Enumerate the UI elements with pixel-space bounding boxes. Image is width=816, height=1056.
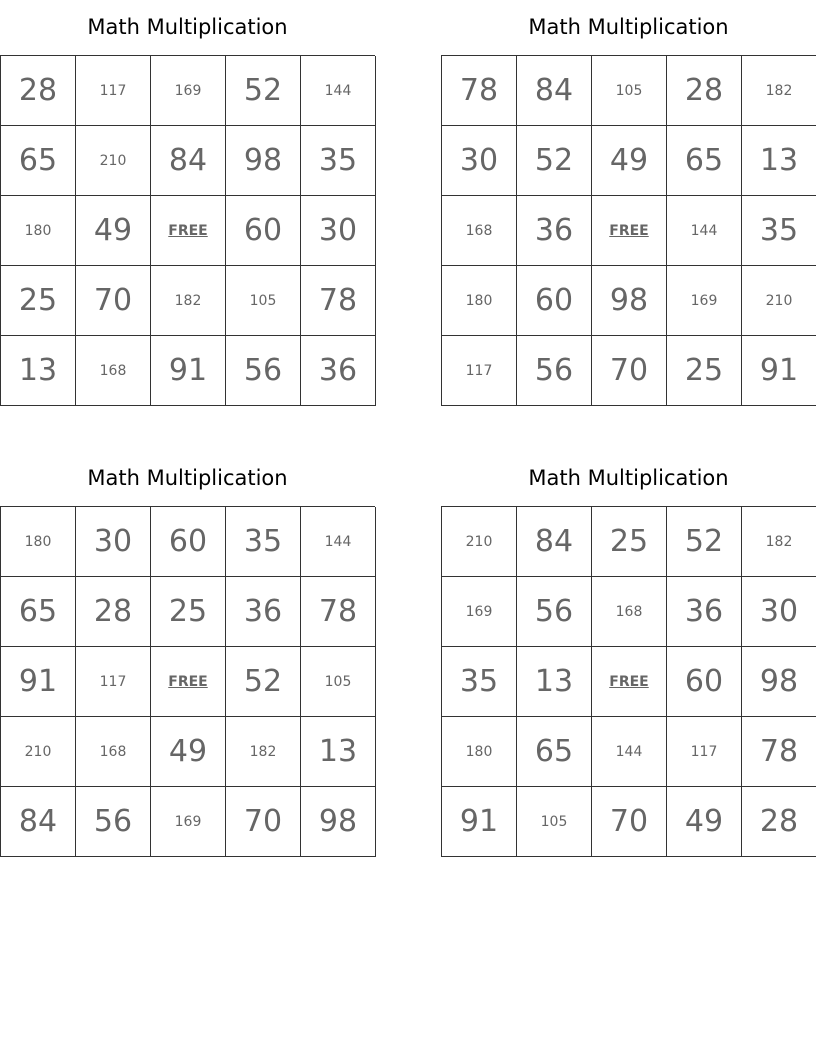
bingo-cell: 49	[151, 717, 226, 787]
bingo-cell: 210	[442, 507, 517, 577]
bingo-cell: 168	[592, 577, 667, 647]
bingo-cell: 56	[517, 336, 592, 406]
bingo-cell: 182	[742, 56, 816, 126]
card-title: Math Multiplication	[528, 466, 729, 490]
bingo-cell: 91	[151, 336, 226, 406]
bingo-grid	[441, 506, 816, 857]
bingo-cell: 35	[301, 126, 376, 196]
bingo-cell: 169	[667, 266, 742, 336]
bingo-cell: 210	[742, 266, 816, 336]
bingo-cell: 25	[592, 507, 667, 577]
bingo-cell: 65	[517, 717, 592, 787]
bingo-cell: 52	[226, 647, 301, 717]
bingo-cell: 35	[742, 196, 816, 266]
bingo-cell: 180	[1, 196, 76, 266]
bingo-cell: 28	[76, 577, 151, 647]
bingo-cell: 13	[742, 126, 816, 196]
bingo-cell: 105	[301, 647, 376, 717]
bingo-cell: 84	[517, 56, 592, 126]
bingo-cell: 56	[517, 577, 592, 647]
bingo-cell: 98	[301, 787, 376, 857]
bingo-cell: 36	[517, 196, 592, 266]
bingo-cell: 210	[76, 126, 151, 196]
bingo-grid	[441, 55, 816, 406]
bingo-grid	[0, 55, 375, 406]
bingo-cell: 70	[76, 266, 151, 336]
bingo-cell: 84	[1, 787, 76, 857]
bingo-cell: 70	[592, 336, 667, 406]
free-space-cell: FREE	[151, 647, 226, 717]
bingo-cell: 91	[742, 336, 816, 406]
bingo-cell: 13	[517, 647, 592, 717]
bingo-cell: 105	[592, 56, 667, 126]
bingo-cell: 168	[76, 717, 151, 787]
bingo-cell: 144	[592, 717, 667, 787]
bingo-cell: 28	[667, 56, 742, 126]
card-title: Math Multiplication	[87, 466, 288, 490]
bingo-cell: 36	[301, 336, 376, 406]
bingo-cell: 144	[301, 507, 376, 577]
card-title: Math Multiplication	[528, 15, 729, 39]
bingo-cell: 60	[667, 647, 742, 717]
bingo-cell: 25	[1, 266, 76, 336]
bingo-cell: 78	[442, 56, 517, 126]
bingo-cell: 56	[226, 336, 301, 406]
bingo-cell: 35	[226, 507, 301, 577]
bingo-cell: 210	[1, 717, 76, 787]
bingo-cell: 180	[1, 507, 76, 577]
bingo-cell: 49	[592, 126, 667, 196]
bingo-cell: 65	[1, 126, 76, 196]
bingo-cell: 30	[301, 196, 376, 266]
bingo-card-4	[441, 451, 816, 857]
bingo-cell: 78	[301, 266, 376, 336]
bingo-cell: 70	[226, 787, 301, 857]
free-space-cell: FREE	[592, 196, 667, 266]
bingo-cell: 91	[442, 787, 517, 857]
bingo-cell: 30	[76, 507, 151, 577]
bingo-cell: 84	[151, 126, 226, 196]
bingo-cell: 182	[151, 266, 226, 336]
bingo-cell: 98	[592, 266, 667, 336]
bingo-cell: 25	[667, 336, 742, 406]
bingo-cell: 117	[76, 647, 151, 717]
bingo-cell: 28	[1, 56, 76, 126]
bingo-cell: 35	[442, 647, 517, 717]
free-space-cell: FREE	[151, 196, 226, 266]
bingo-cell: 91	[1, 647, 76, 717]
bingo-cell: 52	[517, 126, 592, 196]
card-title: Math Multiplication	[87, 15, 288, 39]
bingo-cell: 168	[76, 336, 151, 406]
bingo-cell: 117	[442, 336, 517, 406]
bingo-cell: 180	[442, 266, 517, 336]
bingo-cell: 65	[1, 577, 76, 647]
bingo-cell: 98	[226, 126, 301, 196]
bingo-cell: 60	[226, 196, 301, 266]
free-space-cell: FREE	[592, 647, 667, 717]
bingo-cell: 65	[667, 126, 742, 196]
bingo-cell: 168	[442, 196, 517, 266]
bingo-card-3	[0, 451, 375, 857]
bingo-cell: 169	[442, 577, 517, 647]
bingo-cell: 144	[301, 56, 376, 126]
bingo-cell: 49	[76, 196, 151, 266]
bingo-cell: 60	[151, 507, 226, 577]
bingo-cell: 60	[517, 266, 592, 336]
bingo-cell: 117	[76, 56, 151, 126]
bingo-cell: 84	[517, 507, 592, 577]
bingo-cell: 36	[226, 577, 301, 647]
bingo-cell: 25	[151, 577, 226, 647]
bingo-cell: 182	[742, 507, 816, 577]
bingo-cell: 70	[592, 787, 667, 857]
bingo-cell: 30	[442, 126, 517, 196]
bingo-cell: 52	[226, 56, 301, 126]
bingo-cell: 180	[442, 717, 517, 787]
bingo-cell: 98	[742, 647, 816, 717]
bingo-cell: 49	[667, 787, 742, 857]
bingo-cell: 105	[517, 787, 592, 857]
bingo-card-1	[0, 0, 375, 406]
bingo-cell: 144	[667, 196, 742, 266]
bingo-cell: 52	[667, 507, 742, 577]
bingo-grid	[0, 506, 375, 857]
bingo-cell: 30	[742, 577, 816, 647]
bingo-cell: 182	[226, 717, 301, 787]
bingo-cell: 78	[301, 577, 376, 647]
bingo-card-2	[441, 0, 816, 406]
bingo-cell: 169	[151, 56, 226, 126]
bingo-cell: 56	[76, 787, 151, 857]
bingo-cell: 36	[667, 577, 742, 647]
bingo-cell: 13	[301, 717, 376, 787]
bingo-cell: 117	[667, 717, 742, 787]
bingo-cell: 169	[151, 787, 226, 857]
bingo-cell: 13	[1, 336, 76, 406]
bingo-cell: 78	[742, 717, 816, 787]
bingo-cell: 28	[742, 787, 816, 857]
bingo-cell: 105	[226, 266, 301, 336]
